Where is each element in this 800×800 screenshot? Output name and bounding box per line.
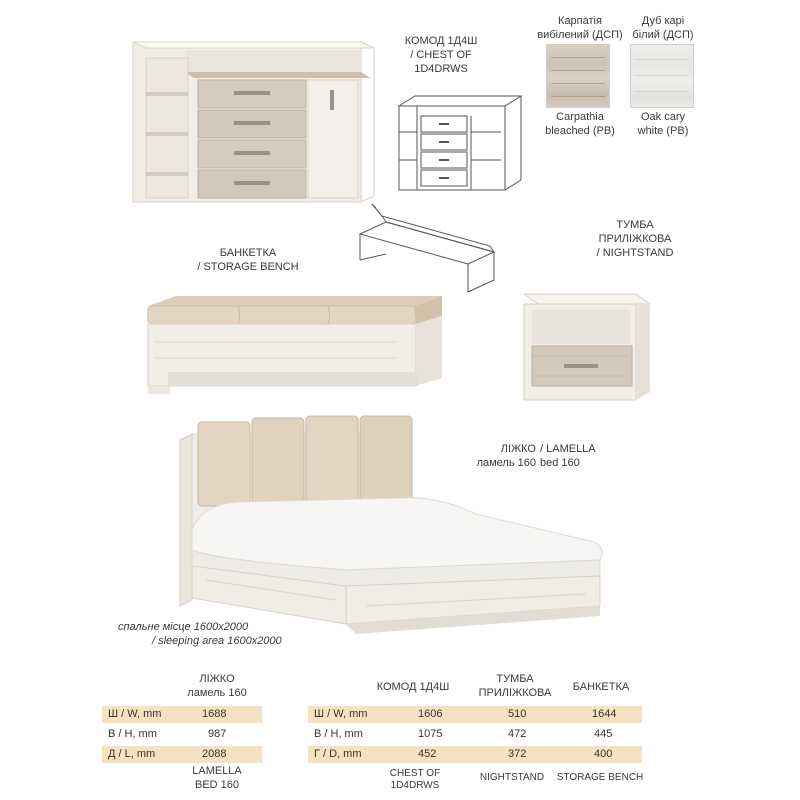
sleeping-area-ua: спальне місце 1600x2000 — [118, 621, 249, 633]
bench-value: 400 — [594, 748, 613, 760]
bed-table-header-1: ЛІЖКО — [199, 673, 235, 685]
chest-title-en-2: 1D4DRWS — [414, 63, 468, 75]
swatch-2-name-en — [620, 110, 706, 138]
table-row — [308, 726, 642, 743]
bed-table-footer — [172, 764, 262, 792]
bed-table-footer-1: LAMELLA — [192, 765, 242, 777]
chest-title-en-1: / CHEST OF — [410, 49, 472, 61]
footer-line1: CHEST OF — [389, 768, 441, 779]
main-table-footer-nightstand — [462, 772, 562, 784]
bed-title-en-2: bed 160 — [540, 457, 580, 469]
row-label: В / H, mm — [314, 728, 363, 740]
swatch-2-name-ua-line2: білий (ДСП) — [632, 29, 694, 41]
swatch-1-name-ua-line1: Карпатія — [558, 15, 602, 27]
swatch-1-name-ua — [530, 14, 630, 42]
bed-caption-ua — [470, 442, 536, 470]
table-row — [308, 746, 642, 763]
bench-photo — [146, 292, 446, 402]
swatch-2-name-en-line2: white (PB) — [637, 125, 689, 137]
header-line1: БАНКЕТКА — [572, 681, 630, 693]
table-row — [102, 726, 262, 743]
nightstand-photo — [516, 292, 656, 408]
table-row — [102, 746, 262, 763]
table-row — [308, 706, 642, 723]
table-row — [102, 706, 262, 723]
row-label: Г / D, mm — [314, 748, 362, 760]
chest-value: 452 — [418, 748, 437, 760]
nightstand-value: 372 — [508, 748, 527, 760]
bed-row-value: 987 — [208, 728, 227, 740]
footer-line1: NIGHTSTAND — [479, 772, 545, 783]
chest-title-ua: КОМОД 1Д4Ш — [404, 35, 478, 47]
bench-caption — [196, 246, 300, 274]
bed-table-header — [172, 672, 262, 700]
swatch-1-name-ua-line2: вибілений (ДСП) — [537, 29, 623, 41]
bed-title-ua-2: ламель 160 — [476, 457, 536, 469]
nightstand-title-ua-2: ПРИЛІЖКОВА — [598, 233, 672, 245]
bed-table-header-2: ламель 160 — [187, 687, 247, 699]
bed-caption-en — [540, 442, 610, 470]
bed-dimensions-table — [102, 706, 262, 766]
swatch-2-name-en-line1: Oak cary — [640, 111, 685, 123]
bench-title-en: / STORAGE BENCH — [197, 261, 299, 273]
bed-title-ua-1: ЛІЖКО — [500, 443, 536, 455]
header-line1: КОМОД 1Д4Ш — [376, 681, 450, 693]
chest-photo — [130, 38, 380, 208]
main-table-header-chest — [368, 680, 458, 694]
swatch-oak-cary-white — [630, 44, 694, 108]
main-table-header-bench — [556, 680, 646, 694]
swatch-2-name-ua-line1: Дуб карі — [641, 15, 685, 27]
swatch-2-name-ua — [620, 14, 706, 42]
bench-value: 445 — [594, 728, 613, 740]
header-line1: ТУМБА — [496, 673, 534, 685]
sleeping-area-en: / sleeping area 1600x2000 — [152, 635, 282, 647]
footer-line1: STORAGE BENCH — [556, 772, 644, 783]
chest-value: 1075 — [418, 728, 443, 740]
footer-line2: 1D4DRWS — [390, 780, 440, 791]
nightstand-value: 472 — [508, 728, 527, 740]
bench-value: 1644 — [592, 708, 617, 720]
header-line2: ПРИЛІЖКОВА — [478, 687, 552, 699]
main-table-footer-chest — [370, 768, 460, 792]
bed-row-label: Ш / W, mm — [108, 708, 162, 720]
sleeping-area-caption — [118, 620, 318, 648]
chest-value: 1606 — [418, 708, 443, 720]
main-table-footer-bench — [548, 772, 652, 784]
swatch-1-name-en-line2: bleached (PB) — [545, 125, 615, 137]
nightstand-title-en: / NIGHTSTAND — [596, 247, 674, 259]
bed-row-value: 1688 — [202, 708, 227, 720]
chest-line-drawing — [395, 92, 525, 194]
nightstand-value: 510 — [508, 708, 527, 720]
bed-row-label: Д / L, mm — [108, 748, 156, 760]
row-label: Ш / W, mm — [314, 708, 368, 720]
swatch-1-name-en-line1: Carpathia — [556, 111, 604, 123]
bed-title-en-1: / LAMELLA — [540, 443, 596, 455]
bench-line-drawing — [356, 200, 498, 296]
chest-caption — [395, 34, 487, 76]
nightstand-title-ua-1: ТУМБА — [616, 219, 654, 231]
swatch-1-name-en — [530, 110, 630, 138]
bed-row-label: В / H, mm — [108, 728, 157, 740]
bench-title-ua: БАНКЕТКА — [219, 247, 277, 259]
bed-row-value: 2088 — [202, 748, 227, 760]
nightstand-caption — [590, 218, 680, 260]
bed-table-footer-2: BED 160 — [194, 779, 240, 791]
main-dimensions-table — [308, 706, 642, 766]
swatch-carpathia-bleached — [546, 44, 610, 108]
main-table-header-nightstand — [470, 672, 560, 700]
